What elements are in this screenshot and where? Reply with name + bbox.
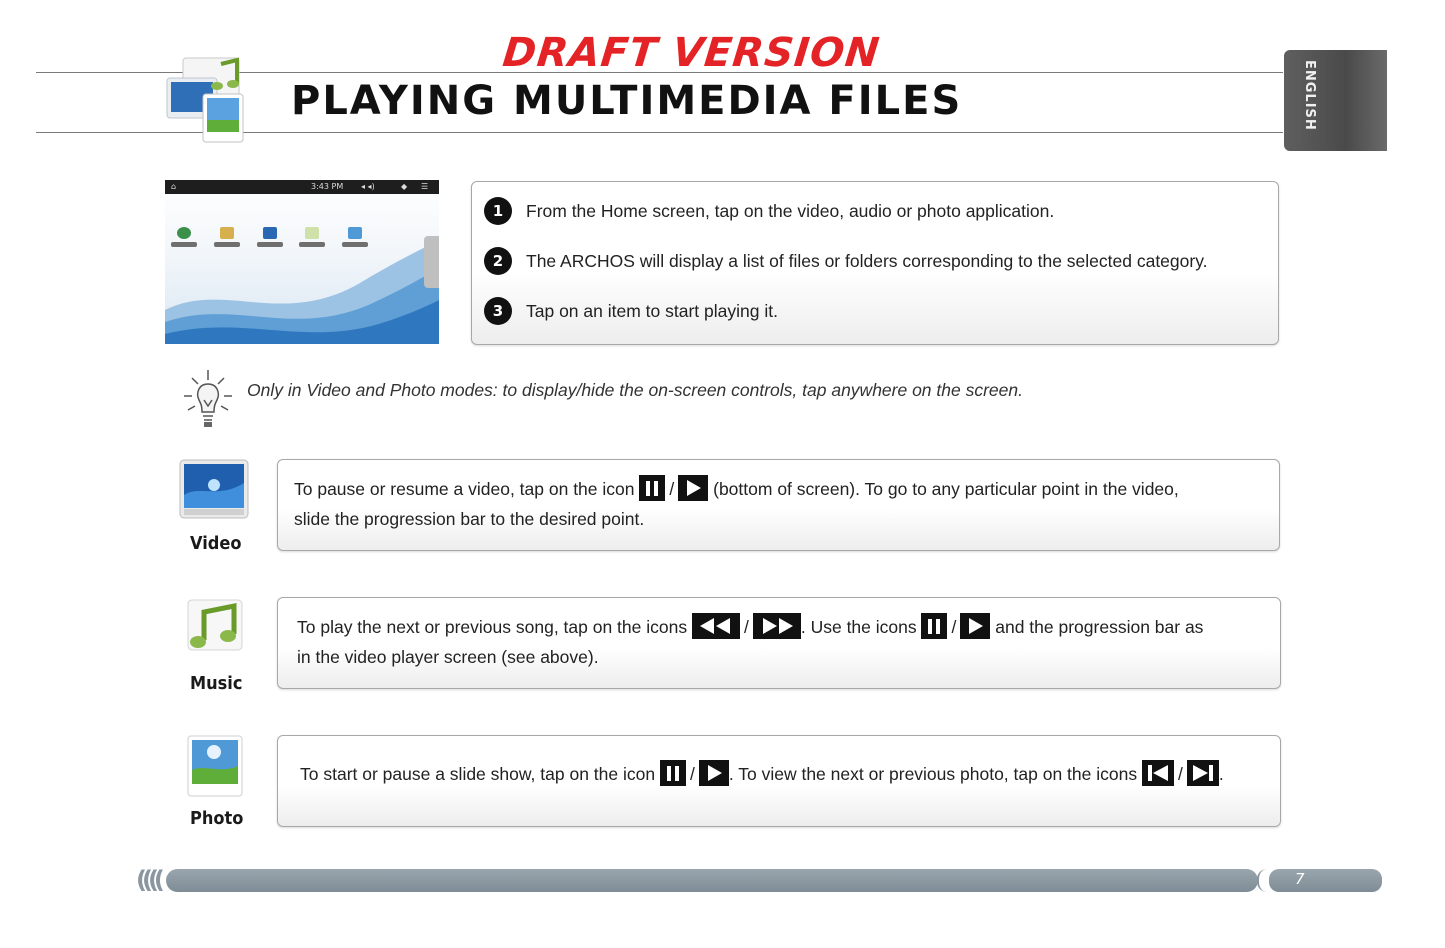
previous-icon (1142, 760, 1174, 786)
rewind-icon (692, 613, 740, 639)
pause-icon (660, 760, 686, 786)
video-text-3: slide the progression bar to the desired point. (294, 509, 645, 529)
page-title: PLAYING MULTIMEDIA FILES (291, 78, 963, 124)
step-number: 2 (484, 247, 512, 275)
fast-forward-icon (753, 613, 801, 639)
music-app-icon (182, 596, 246, 662)
device-status-time: 3:43 PM (311, 182, 344, 191)
next-icon (1187, 760, 1219, 786)
video-text-2: (bottom of screen). To go to any particular point in the video, (713, 479, 1179, 499)
pause-icon (639, 475, 665, 501)
step-text: The ARCHOS will display a list of files or folders corresponding to the selected category. (526, 250, 1208, 271)
video-text-1: To pause or resume a video, tap on the icon (294, 479, 635, 499)
video-instructions-line-1 (294, 474, 1179, 504)
step-number: 3 (484, 297, 512, 325)
page-number-bar (1269, 869, 1382, 892)
photo-app-icon (186, 734, 244, 802)
device-side-handle (424, 236, 439, 288)
separator: / (743, 617, 749, 637)
play-icon (699, 760, 729, 786)
volume-icon: ◂ ◂) (361, 182, 375, 191)
photo-text-2: . To view the next or previous photo, tap on the icons (728, 764, 1138, 784)
photo-label: Photo (190, 808, 244, 829)
draft-version-watermark: DRAFT VERSION (500, 30, 883, 76)
photo-instructions-line-1 (300, 759, 1224, 789)
step-text: From the Home screen, tap on the video, audio or photo application. (526, 200, 1055, 221)
language-tab (1284, 50, 1387, 151)
device-status-bar (165, 180, 439, 194)
music-instructions-line-1 (297, 612, 1203, 642)
separator: / (689, 764, 695, 784)
footer-chevrons: (((( (136, 866, 160, 894)
lightbulb-icon (184, 368, 232, 432)
step-2 (484, 246, 1208, 276)
pause-icon (921, 613, 947, 639)
music-text-3: and the progression bar as (995, 617, 1204, 637)
separator: / (1177, 764, 1183, 784)
footer-bar-divider (1257, 869, 1267, 892)
language-tab-label: ENGLISH (1302, 60, 1317, 131)
step-3 (484, 296, 778, 326)
menu-icon: ☰ (421, 182, 429, 191)
back-icon: ◆ (401, 182, 408, 191)
play-icon (678, 475, 708, 501)
multimedia-logo-icon (163, 50, 249, 148)
music-text-4: in the video player screen (see above). (297, 647, 599, 667)
steps-box (471, 181, 1279, 345)
footer-bar (166, 869, 1258, 892)
tip-text: Only in Video and Photo modes: to display/hide the on-screen controls, tap anywhere on the screen. (247, 380, 1023, 400)
separator: / (669, 479, 675, 499)
wallpaper-wave (165, 240, 439, 344)
video-app-icon (179, 459, 249, 525)
photo-text-3: . (1218, 764, 1224, 784)
page-number: 7 (1295, 870, 1305, 888)
home-screen-screenshot (165, 180, 439, 344)
music-text-1: To play the next or previous song, tap on the icons (297, 617, 688, 637)
step-1 (484, 196, 1054, 226)
play-icon (960, 613, 990, 639)
step-text: Tap on an item to start playing it. (526, 300, 778, 321)
home-icon: ⌂ (171, 182, 177, 191)
photo-text-1: To start or pause a slide show, tap on the icon (300, 764, 656, 784)
separator: / (951, 617, 957, 637)
step-number: 1 (484, 197, 512, 225)
music-text-2: . Use the icons (800, 617, 917, 637)
video-label: Video (190, 533, 242, 554)
music-label: Music (190, 673, 243, 694)
